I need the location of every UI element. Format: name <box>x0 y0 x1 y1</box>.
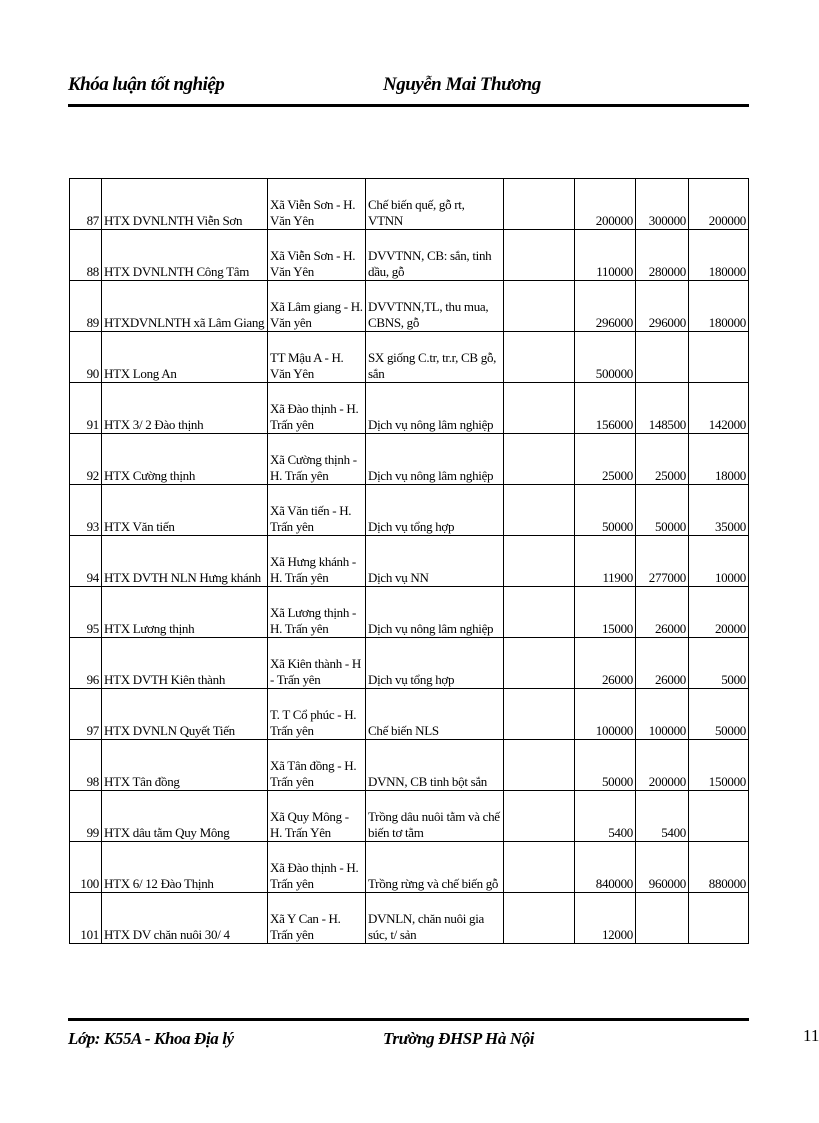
address: Xã Hưng khánh - H. Trấn yên <box>268 536 366 587</box>
value-3 <box>689 791 749 842</box>
coop-name: HTX Lương thịnh <box>102 587 268 638</box>
value-3: 180000 <box>689 281 749 332</box>
table-row <box>70 230 749 281</box>
table-row <box>70 638 749 689</box>
empty-cell <box>504 791 575 842</box>
activity: Dịch vụ nông lâm nghiệp <box>366 434 504 485</box>
coop-name: HTX Long An <box>102 332 268 383</box>
value-2: 296000 <box>636 281 689 332</box>
address: T. T Cổ phúc - H. Trấn yên <box>268 689 366 740</box>
header-center: Nguyễn Mai Thương <box>383 74 541 95</box>
value-2 <box>636 893 689 944</box>
table-body <box>70 179 749 944</box>
activity: Chế biến NLS <box>366 689 504 740</box>
row-number: 89 <box>70 281 102 332</box>
row-number: 87 <box>70 179 102 230</box>
table-row <box>70 689 749 740</box>
row-number: 92 <box>70 434 102 485</box>
activity: Dịch vụ tổng hợp <box>366 485 504 536</box>
page-number: 11 <box>803 1026 819 1045</box>
table-row <box>70 383 749 434</box>
address: Xã Kiên thành - H - Trấn yên <box>268 638 366 689</box>
value-1: 500000 <box>575 332 636 383</box>
value-3: 20000 <box>689 587 749 638</box>
empty-cell <box>504 638 575 689</box>
value-2: 50000 <box>636 485 689 536</box>
value-1: 296000 <box>575 281 636 332</box>
coop-name: HTX dâu tằm Quy Mông <box>102 791 268 842</box>
table-row <box>70 791 749 842</box>
value-1: 100000 <box>575 689 636 740</box>
empty-cell <box>504 230 575 281</box>
address: Xã Viễn Sơn - H. Văn Yên <box>268 230 366 281</box>
activity: DVNN, CB tinh bột sắn <box>366 740 504 791</box>
value-2: 960000 <box>636 842 689 893</box>
coop-name: HTX Văn tiến <box>102 485 268 536</box>
value-2: 280000 <box>636 230 689 281</box>
row-number: 99 <box>70 791 102 842</box>
value-3 <box>689 893 749 944</box>
row-number: 88 <box>70 230 102 281</box>
activity: Trồng rừng và chế biến gỗ <box>366 842 504 893</box>
value-2: 148500 <box>636 383 689 434</box>
value-1: 26000 <box>575 638 636 689</box>
value-3: 180000 <box>689 230 749 281</box>
coop-name: HTX DVNLNTH Công Tâm <box>102 230 268 281</box>
row-number: 90 <box>70 332 102 383</box>
table-row <box>70 842 749 893</box>
value-2: 5400 <box>636 791 689 842</box>
coop-name: HTX 3/ 2 Đào thịnh <box>102 383 268 434</box>
empty-cell <box>504 281 575 332</box>
address: Xã Quy Mông - H. Trấn Yên <box>268 791 366 842</box>
empty-cell <box>504 842 575 893</box>
value-3: 10000 <box>689 536 749 587</box>
empty-cell <box>504 689 575 740</box>
activity: SX giống C.tr, tr.r, CB gỗ, sắn <box>366 332 504 383</box>
coop-name: HTX DVTH NLN Hưng khánh <box>102 536 268 587</box>
activity: DVVTNN, CB: sắn, tinh dầu, gỗ <box>366 230 504 281</box>
footer-left: Lớp: K55A - Khoa Địa lý <box>68 1029 234 1048</box>
address: Xã Y Can - H. Trấn yên <box>268 893 366 944</box>
value-2: 300000 <box>636 179 689 230</box>
header-rule <box>68 104 749 107</box>
value-1: 156000 <box>575 383 636 434</box>
table-row <box>70 434 749 485</box>
address: Xã Đào thịnh - H. Trấn yên <box>268 842 366 893</box>
activity: Dịch vụ nông lâm nghiệp <box>366 383 504 434</box>
activity: Dịch vụ NN <box>366 536 504 587</box>
table-row <box>70 179 749 230</box>
empty-cell <box>504 179 575 230</box>
cooperative-table <box>69 178 749 944</box>
empty-cell <box>504 587 575 638</box>
row-number: 98 <box>70 740 102 791</box>
row-number: 101 <box>70 893 102 944</box>
coop-name: HTX DVNLNTH Viễn Sơn <box>102 179 268 230</box>
activity: Trồng dâu nuôi tằm và chế biến tơ tằm <box>366 791 504 842</box>
value-1: 50000 <box>575 740 636 791</box>
coop-name: HTX Tân đồng <box>102 740 268 791</box>
address: TT Mậu A - H. Văn Yên <box>268 332 366 383</box>
activity: Chế biến quế, gỗ rt, VTNN <box>366 179 504 230</box>
header-left: Khóa luận tốt nghiệp <box>68 74 225 95</box>
row-number: 97 <box>70 689 102 740</box>
address: Xã Viễn Sơn - H. Văn Yên <box>268 179 366 230</box>
address: Xã Lương thịnh - H. Trấn yên <box>268 587 366 638</box>
value-2: 26000 <box>636 638 689 689</box>
row-number: 94 <box>70 536 102 587</box>
empty-cell <box>504 434 575 485</box>
coop-name: HTX DVNLN Quyết Tiến <box>102 689 268 740</box>
value-2: 277000 <box>636 536 689 587</box>
empty-cell <box>504 383 575 434</box>
empty-cell <box>504 740 575 791</box>
table-row <box>70 587 749 638</box>
address: Xã Cường thịnh - H. Trấn yên <box>268 434 366 485</box>
value-2: 26000 <box>636 587 689 638</box>
table-row <box>70 740 749 791</box>
value-2: 25000 <box>636 434 689 485</box>
table-row <box>70 485 749 536</box>
activity: Dịch vụ tổng hợp <box>366 638 504 689</box>
activity: DVVTNN,TL, thu mua, CBNS, gỗ <box>366 281 504 332</box>
value-3 <box>689 332 749 383</box>
row-number: 91 <box>70 383 102 434</box>
value-1: 5400 <box>575 791 636 842</box>
coop-name: HTXDVNLNTH xã Lâm Giang <box>102 281 268 332</box>
address: Xã Đào thịnh - H. Trấn yên <box>268 383 366 434</box>
value-1: 15000 <box>575 587 636 638</box>
row-number: 95 <box>70 587 102 638</box>
value-2: 200000 <box>636 740 689 791</box>
empty-cell <box>504 485 575 536</box>
row-number: 100 <box>70 842 102 893</box>
value-1: 840000 <box>575 842 636 893</box>
footer-center: Trường ĐHSP Hà Nội <box>383 1029 535 1048</box>
row-number: 96 <box>70 638 102 689</box>
value-3: 35000 <box>689 485 749 536</box>
table-row <box>70 332 749 383</box>
value-2: 100000 <box>636 689 689 740</box>
value-1: 11900 <box>575 536 636 587</box>
value-3: 5000 <box>689 638 749 689</box>
value-3: 142000 <box>689 383 749 434</box>
coop-name: HTX DVTH Kiên thành <box>102 638 268 689</box>
table-row <box>70 281 749 332</box>
address: Xã Văn tiến - H. Trấn yên <box>268 485 366 536</box>
value-1: 110000 <box>575 230 636 281</box>
table-row <box>70 536 749 587</box>
value-3: 18000 <box>689 434 749 485</box>
value-3: 880000 <box>689 842 749 893</box>
coop-name: HTX Cường thịnh <box>102 434 268 485</box>
address: Xã Tân đồng - H. Trấn yên <box>268 740 366 791</box>
address: Xã Lâm giang - H. Văn yên <box>268 281 366 332</box>
value-1: 25000 <box>575 434 636 485</box>
table-row <box>70 893 749 944</box>
value-3: 50000 <box>689 689 749 740</box>
value-1: 12000 <box>575 893 636 944</box>
empty-cell <box>504 893 575 944</box>
value-2 <box>636 332 689 383</box>
value-3: 150000 <box>689 740 749 791</box>
activity: Dịch vụ nông lâm nghiệp <box>366 587 504 638</box>
row-number: 93 <box>70 485 102 536</box>
footer-rule <box>68 1018 749 1021</box>
coop-name: HTX 6/ 12 Đào Thịnh <box>102 842 268 893</box>
value-1: 50000 <box>575 485 636 536</box>
value-1: 200000 <box>575 179 636 230</box>
empty-cell <box>504 536 575 587</box>
empty-cell <box>504 332 575 383</box>
coop-name: HTX DV chăn nuôi 30/ 4 <box>102 893 268 944</box>
activity: DVNLN, chăn nuôi gia súc, t/ sản <box>366 893 504 944</box>
value-3: 200000 <box>689 179 749 230</box>
